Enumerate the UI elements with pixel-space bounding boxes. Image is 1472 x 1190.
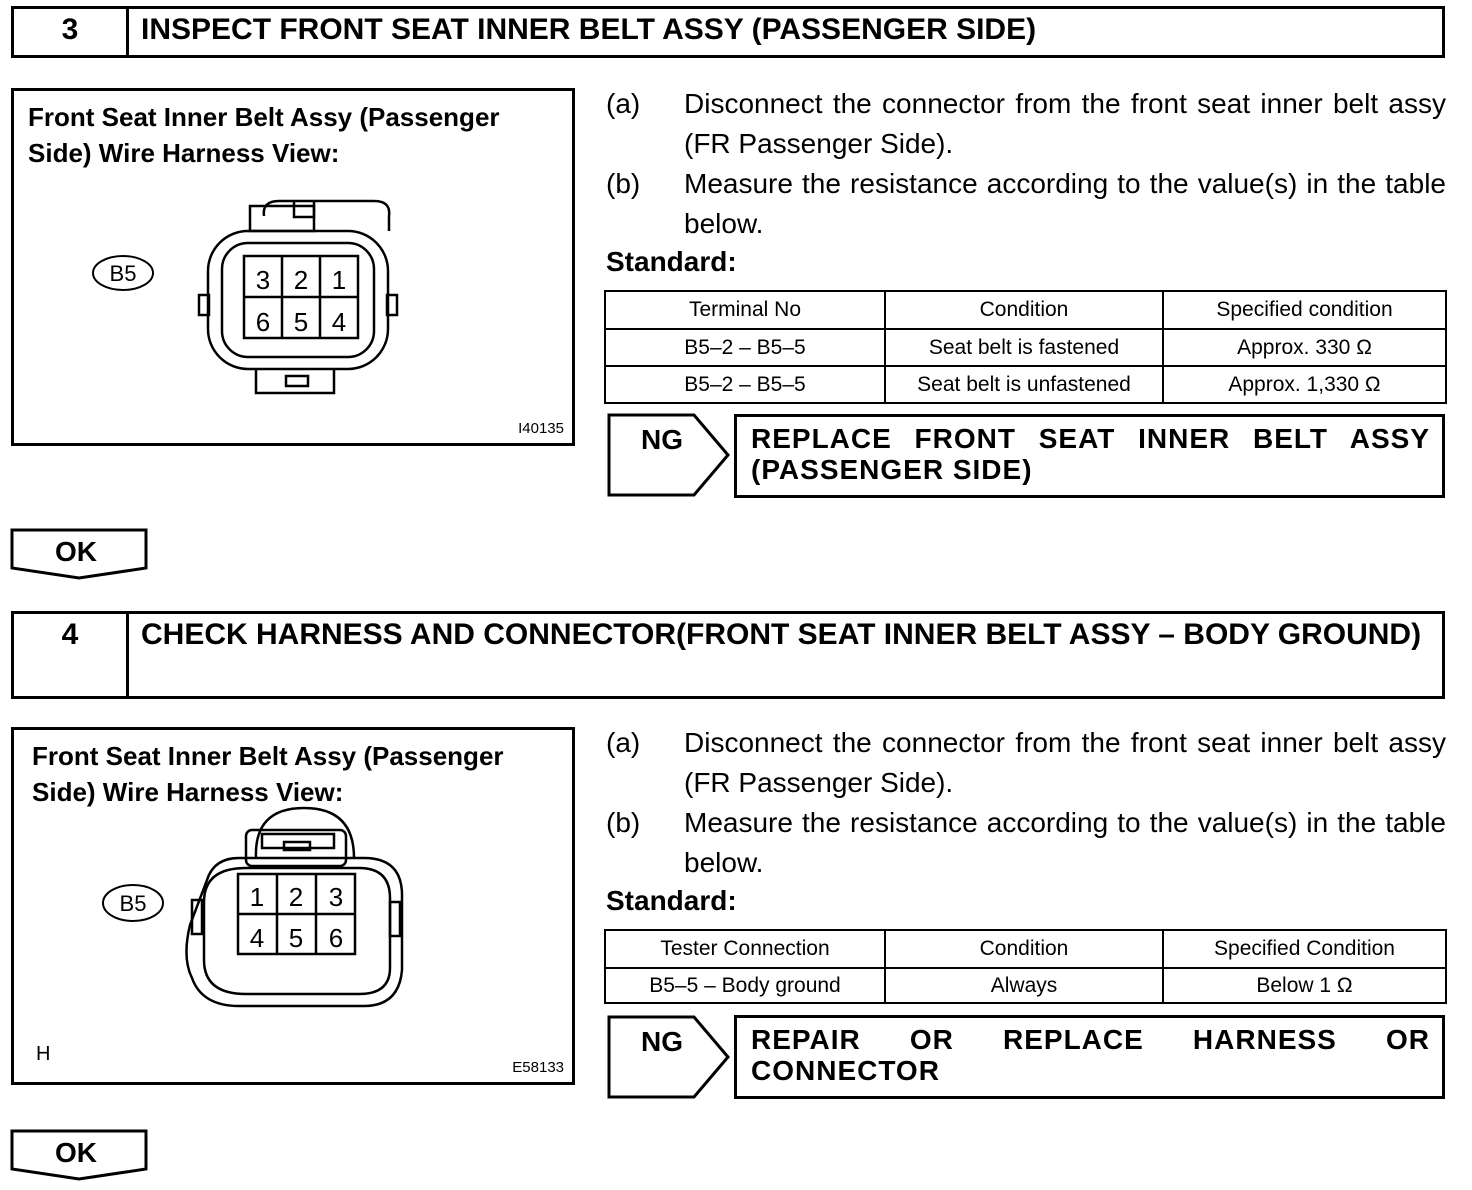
instruction-b: (b) Measure the resistance according to the value(s) in the table below. (606, 168, 1446, 239)
table-header: Condition (885, 930, 1163, 968)
instruction-a: (a) Disconnect the connector from the front seat inner belt assy (FR Passenger Side). (606, 727, 1446, 798)
step3-figure-code: I40135 (518, 420, 564, 437)
pin-5: 5 (288, 923, 304, 953)
pin-2: 2 (293, 265, 309, 295)
step3-ok-arrow (10, 528, 150, 580)
step3-figure (11, 88, 575, 446)
step4-figure (11, 727, 575, 1085)
step4-side-mark: H (36, 1043, 51, 1065)
pin-6: 6 (328, 923, 344, 953)
step4-figure-code: E58133 (512, 1059, 564, 1076)
step4-figure-title: Front Seat Inner Belt Assy (Passenger Side) Wire Harness View: (32, 741, 504, 807)
step3-connector-diagram (14, 91, 572, 443)
table-header: Tester Connection (605, 930, 885, 968)
step4-connector-diagram (14, 730, 572, 1082)
ok-label: OK (55, 536, 97, 567)
table-row: B5–5 – Body ground Always Below 1 Ω (605, 968, 1446, 1003)
pin-5: 5 (293, 307, 309, 337)
step4-spec-table (604, 929, 1447, 1004)
step3-header (11, 6, 1445, 58)
step3-title: INSPECT FRONT SEAT INNER BELT ASSY (PASSENGER SIDE) (141, 13, 1037, 46)
table-header: Specified Condition (1163, 930, 1446, 968)
step4-ok-arrow (10, 1129, 150, 1181)
step4-title: CHECK HARNESS AND CONNECTOR(FRONT SEAT INNER BELT ASSY – BODY GROUND) (141, 618, 1422, 651)
step3-ng-arrow (606, 412, 732, 498)
step4-instructions (606, 723, 1446, 883)
pin-3: 3 (328, 882, 344, 912)
table-header-row (605, 291, 1446, 329)
step4-standard-label: Standard: (606, 885, 737, 916)
pin-4: 4 (249, 923, 265, 953)
step3-ng-action: REPLACE FRONT SEAT INNER BELT ASSY (PASSENGER SIDE) (734, 414, 1445, 498)
table-row: B5–2 – B5–5 Seat belt is fastened Approx. 330 Ω (605, 329, 1446, 366)
pin-1: 1 (249, 882, 265, 912)
connector-label: B5 (119, 891, 147, 916)
step3-standard-label: Standard: (606, 246, 737, 277)
table-header: Condition (885, 291, 1163, 329)
connector-label: B5 (109, 261, 137, 286)
pin-2: 2 (288, 882, 304, 912)
table-header-row (605, 930, 1446, 968)
step3-figure-title: Front Seat Inner Belt Assy (Passenger Side) Wire Harness View: (28, 102, 500, 168)
step3-spec-table (604, 290, 1447, 404)
ng-label: NG (641, 424, 683, 455)
step4-ng-action: REPAIR OR REPLACE HARNESS OR CONNECTOR (734, 1015, 1445, 1099)
step3-instructions (606, 84, 1446, 244)
connector-body (199, 201, 397, 393)
step4-number: 4 (14, 614, 129, 696)
instruction-b: (b) Measure the resistance according to the value(s) in the table below. (606, 807, 1446, 878)
table-row: B5–2 – B5–5 Seat belt is unfastened Approx. 1,330 Ω (605, 366, 1446, 403)
pin-3: 3 (255, 265, 271, 295)
step4-ng-arrow (606, 1014, 732, 1100)
instruction-a: (a) Disconnect the connector from the front seat inner belt assy (FR Passenger Side). (606, 88, 1446, 159)
pin-1: 1 (331, 265, 347, 295)
pin-6: 6 (255, 307, 271, 337)
table-header: Specified condition (1163, 291, 1446, 329)
table-header: Terminal No (605, 291, 885, 329)
pin-4: 4 (331, 307, 347, 337)
step3-number: 3 (14, 9, 129, 55)
ok-label: OK (55, 1137, 97, 1168)
step4-header (11, 611, 1445, 699)
ng-label: NG (641, 1026, 683, 1057)
